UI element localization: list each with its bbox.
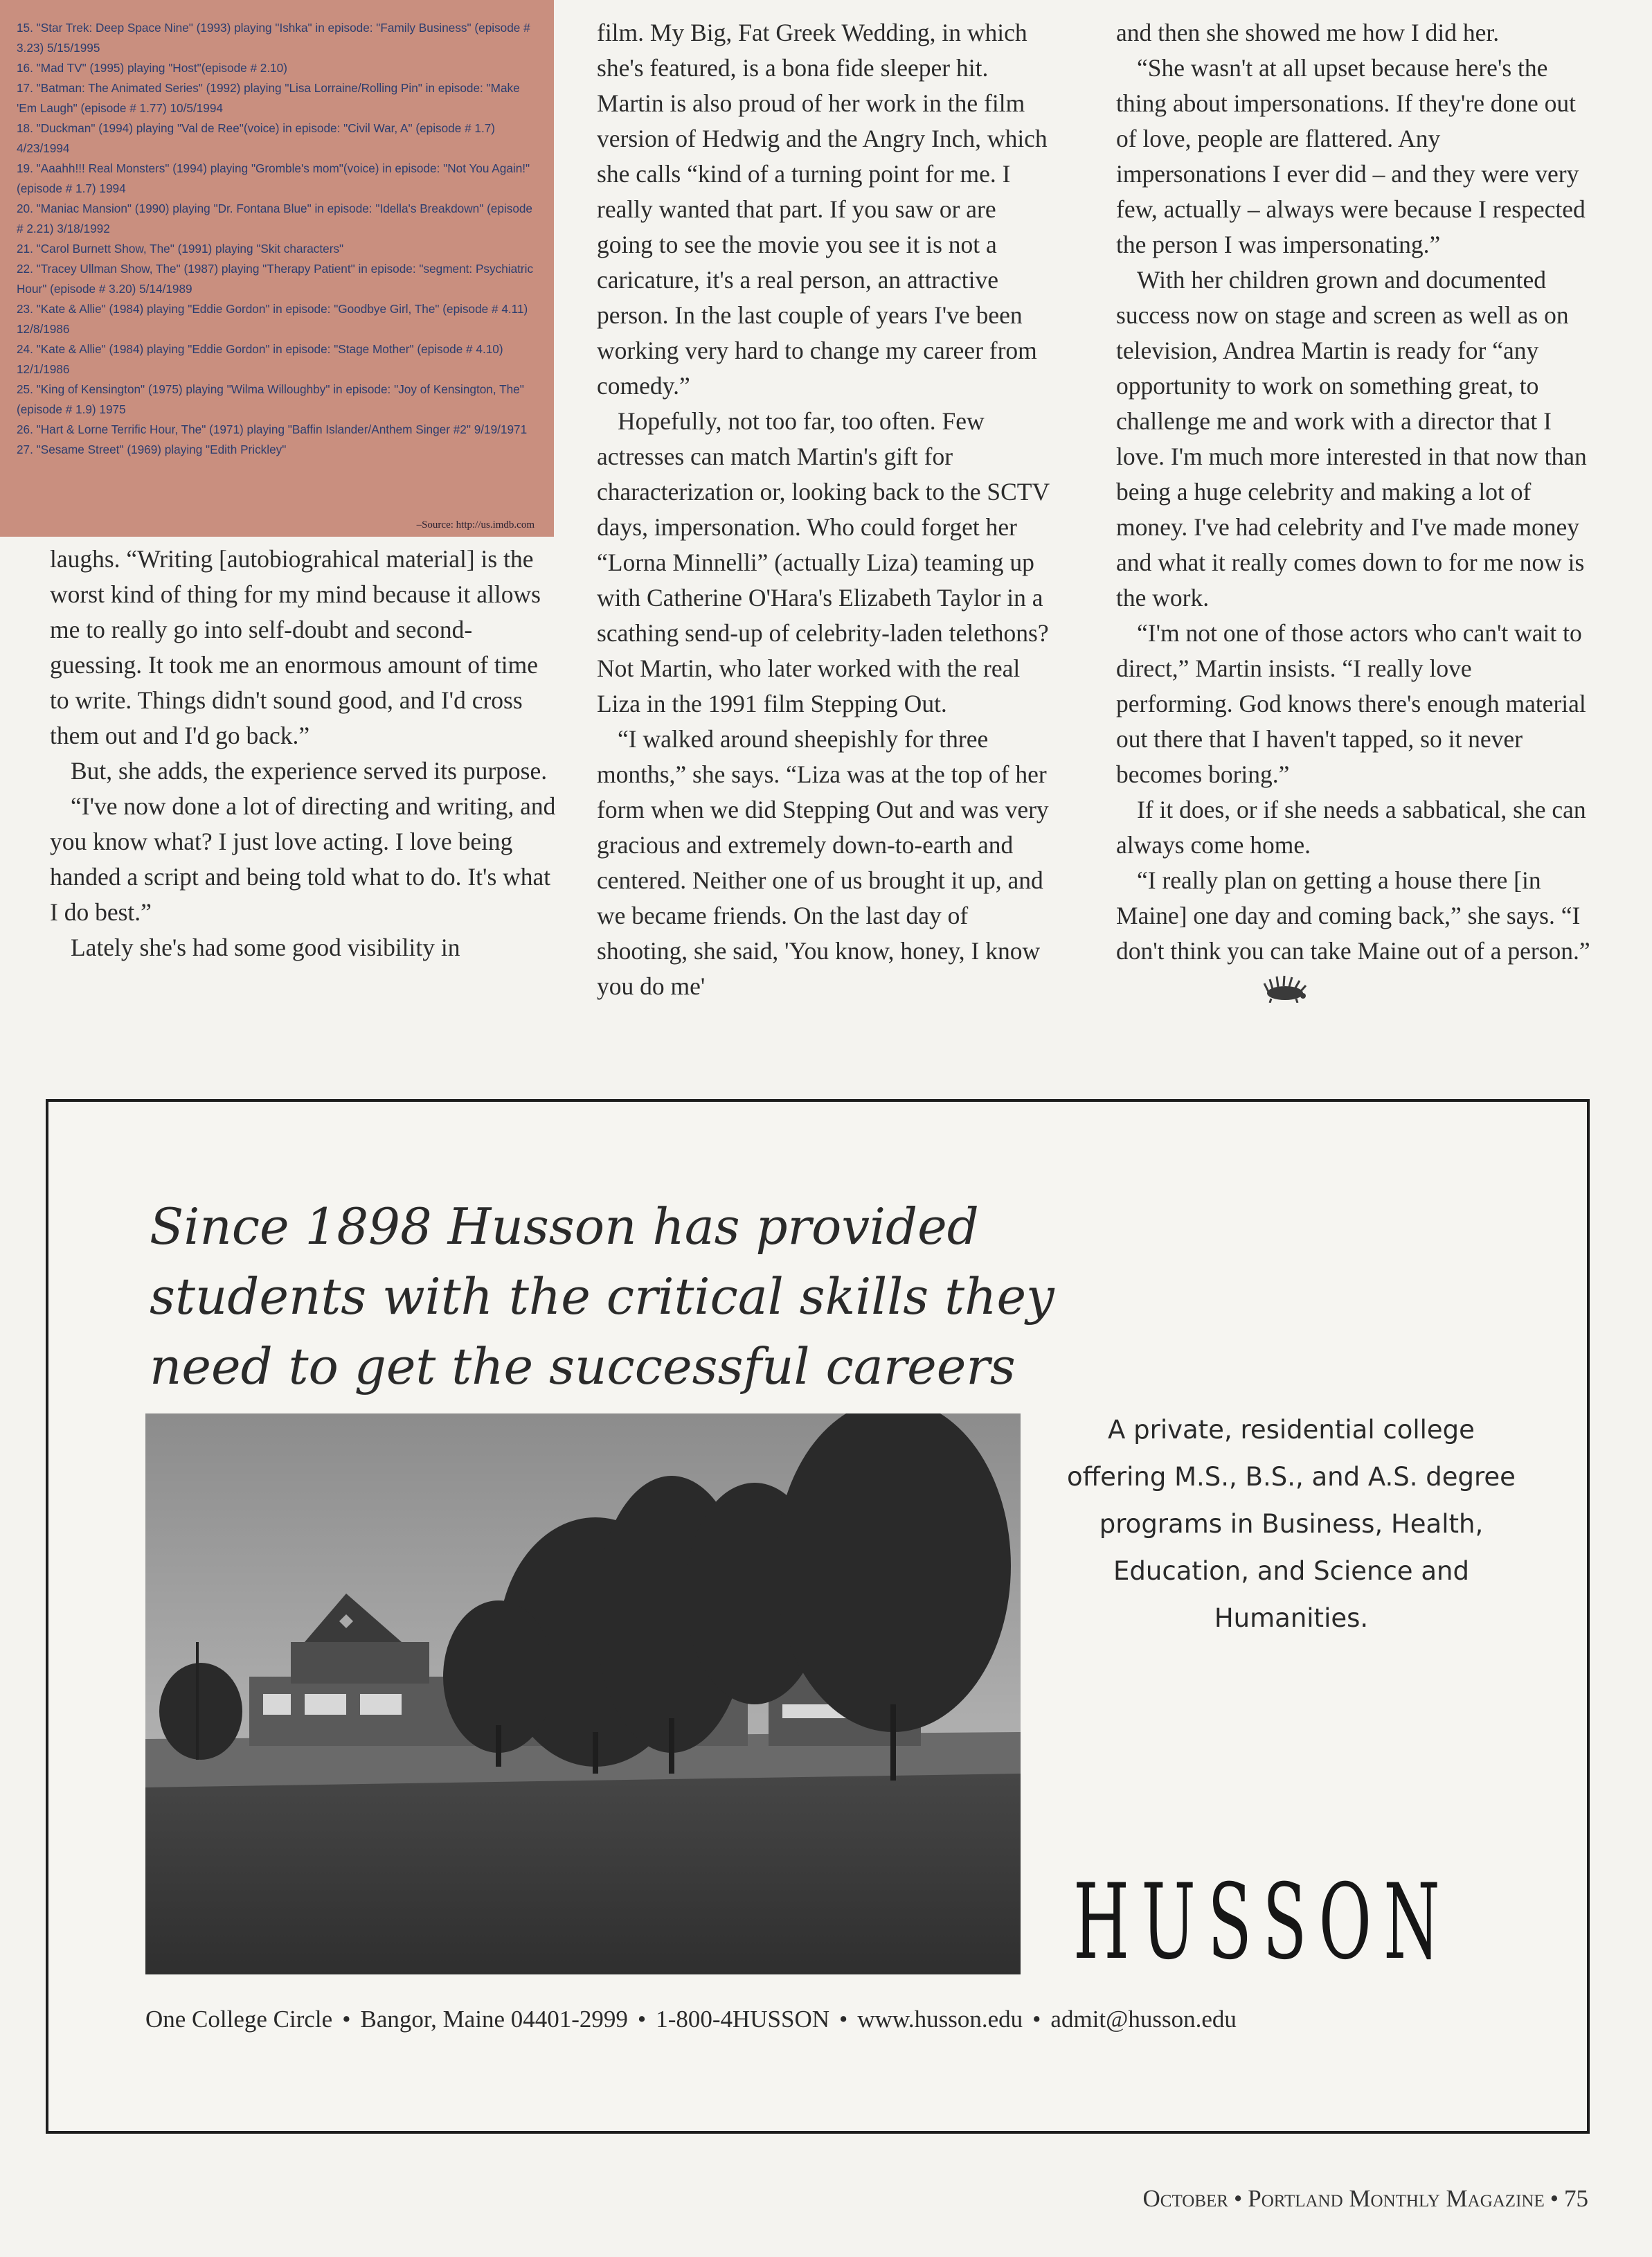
contact-city: Bangor, Maine 04401-2999	[360, 2006, 628, 2033]
article-paragraph: “I really plan on getting a house there [in Maine] one day and coming back,” she says. “I don't think you can take Maine out of a person.”	[1116, 866, 1590, 965]
credit-item: 20. "Maniac Mansion" (1990) playing "Dr. Fontana Blue" in episode: "Idella's Breakdown" (episode # 2.21) 3/18/1992	[17, 202, 532, 235]
article-paragraph: “She wasn't at all upset because here's the thing about impersonations. If they're done out of love, people are flattered. Any impersonations I ever did – and they were very few, actually – always were because I respected the person I was impersonating.”	[1116, 54, 1586, 258]
credit-item: 19. "Aaahh!!! Real Monsters" (1994) playing "Gromble's mom"(voice) in episode: "Not You Again!" (episode # 1.7) 1994	[17, 161, 530, 195]
article-paragraph: laughs. “Writing [autobiograhical material] is the worst kind of thing for my mind because it allows me to really go into self-doubt and second-guessing. It took me an enormous amount of time to write. Things didn't sound good, and I'd cross them out and I'd go back.”	[50, 545, 541, 749]
credit-item: 22. "Tracey Ullman Show, The" (1987) playing "Therapy Patient" in episode: "segment: Psychiatric Hour" (episode # 3.20) 5/14/1989	[17, 262, 534, 296]
article-paragraph: If it does, or if she needs a sabbatical, she can always come home.	[1116, 796, 1586, 859]
bullet-separator: •	[839, 2006, 848, 2033]
bullet-separator: •	[1233, 2185, 1243, 2212]
bullet-separator: •	[637, 2006, 647, 2033]
credit-item: 16. "Mad TV" (1995) playing "Host"(episode # 2.10)	[17, 61, 287, 75]
contact-website: www.husson.edu	[857, 2006, 1023, 2033]
filmography-sidebar	[0, 0, 554, 537]
credits-list	[17, 18, 540, 460]
article-paragraph: “I've now done a lot of directing and writing, and you know what? I just love acting. I love being handed a script and being told what to do. It's what I do best.”	[50, 792, 556, 926]
page-number: 75	[1564, 2185, 1588, 2212]
contact-phone: 1-800-4HUSSON	[656, 2006, 830, 2033]
article-paragraph: and then she showed me how I did her.	[1116, 19, 1500, 46]
article-paragraph: But, she adds, the experience served its purpose.	[71, 757, 548, 785]
contact-email: admit@husson.edu	[1050, 2006, 1237, 2033]
bullet-separator: •	[1550, 2185, 1559, 2212]
bullet-separator: •	[1032, 2006, 1041, 2033]
source-credit: –Source: http://us.imdb.com	[416, 519, 535, 530]
credit-item: 21. "Carol Burnett Show, The" (1991) playing "Skit characters"	[17, 242, 344, 256]
credit-item: 24. "Kate & Allie" (1984) playing "Eddie Gordon" in episode: "Stage Mother" (episode # 4.10) 12/1/1986	[17, 342, 503, 376]
article-paragraph: “I walked around sheepishly for three months,” she says. “Liza was at the top of her form when we did Stepping Out and was very gracious and extremely down-to-earth and centered. Neither one of us brought it up, and we became friends. On the last day of shooting, she said, 'You know, honey, I know you do me'	[597, 725, 1049, 1000]
footer-month: October	[1142, 2185, 1228, 2212]
contact-address: One College Circle	[145, 2006, 333, 2033]
article-column-2	[597, 15, 1054, 1004]
credit-item: 27. "Sesame Street" (1969) playing "Edith Prickley"	[17, 443, 287, 456]
husson-logo: HUSSON	[1073, 1862, 1453, 1983]
porcupine-end-mark-icon	[1262, 975, 1309, 1003]
credit-item: 26. "Hart & Lorne Terrific Hour, The" (1971) playing "Baffin Islander/Anthem Singer #2" 9/19/1971	[17, 422, 528, 436]
bullet-separator: •	[342, 2006, 351, 2033]
credit-item: 17. "Batman: The Animated Series" (1992) playing "Lisa Lorraine/Rolling Pin" in episode: "Make 'Em Laugh" (episode # 1.77) 10/5/1994	[17, 81, 520, 115]
article-column-3	[1116, 15, 1594, 1004]
article-paragraph: “I'm not one of those actors who can't wait to direct,” Martin insists. “I really love performing. God knows there's enough material out there that I haven't tapped, so it never becomes boring.”	[1116, 619, 1586, 788]
credit-item: 15. "Star Trek: Deep Space Nine" (1993) playing "Ishka" in episode: "Family Business" (episode # 3.23) 5/15/1995	[17, 21, 530, 55]
article-column-1	[50, 542, 562, 965]
ad-headline: Since 1898 Husson has provided students with the critical skills they need to get the successful careers	[150, 1197, 1054, 1395]
contact-line	[145, 2002, 1530, 2037]
footer-magazine: Portland Monthly Magazine	[1248, 2185, 1545, 2212]
article-paragraph: With her children grown and documented success now on stage and screen as well as on television, Andrea Martin is ready for “any opportunity to work on something great, to challenge me and work with a director that I love. I'm much more interested in that now than being a huge celebrity and making a lot of money. I've had celebrity and I've made money and what it really comes down to for me now is the work.	[1116, 266, 1587, 612]
ad-description: A private, residential college offering M.S., B.S., and A.S. degree programs in Business, Health, Education, and Science and Humanities.	[1067, 1415, 1516, 1633]
credit-item: 25. "King of Kensington" (1975) playing "Wilma Willoughby" in episode: "Joy of Kensington, The" (episode # 1.9) 1975	[17, 382, 524, 416]
article-paragraph: film. My Big, Fat Greek Wedding, in which she's featured, is a bona fide sleeper hit. Martin is also proud of her work in the film version of Hedwig and the Angry Inch, which she calls “kind of a turning point for me. I really wanted that part. If you saw or are going to see the movie you see it is not a caricature, it's a real person, an attractive person. In the last couple of years I've been working very hard to change my career from comedy.”	[597, 19, 1048, 400]
credit-item: 23. "Kate & Allie" (1984) playing "Eddie Gordon" in episode: "Goodbye Girl, The" (episode # 4.11) 12/8/1986	[17, 302, 528, 336]
page-footer	[1104, 2182, 1588, 2216]
article-paragraph: Lately she's had some good visibility in	[71, 934, 460, 961]
campus-building-photo	[145, 1413, 1021, 1974]
husson-advertisement	[46, 1099, 1590, 2134]
article-paragraph: Hopefully, not too far, too often. Few actresses can match Martin's gift for characterization or, looking back to the SCTV days, impersonation. Who could forget her “Lorna Minnelli” (actually Liza) teaming up with Catherine O'Hara's Elizabeth Taylor in a scathing send-up of celebrity-laden telethons? Not Martin, who later worked with the real Liza in the 1991 film Stepping Out.	[597, 407, 1050, 717]
credit-item: 18. "Duckman" (1994) playing "Val de Ree"(voice) in episode: "Civil War, A" (episode # 1.7) 4/23/1994	[17, 121, 496, 155]
